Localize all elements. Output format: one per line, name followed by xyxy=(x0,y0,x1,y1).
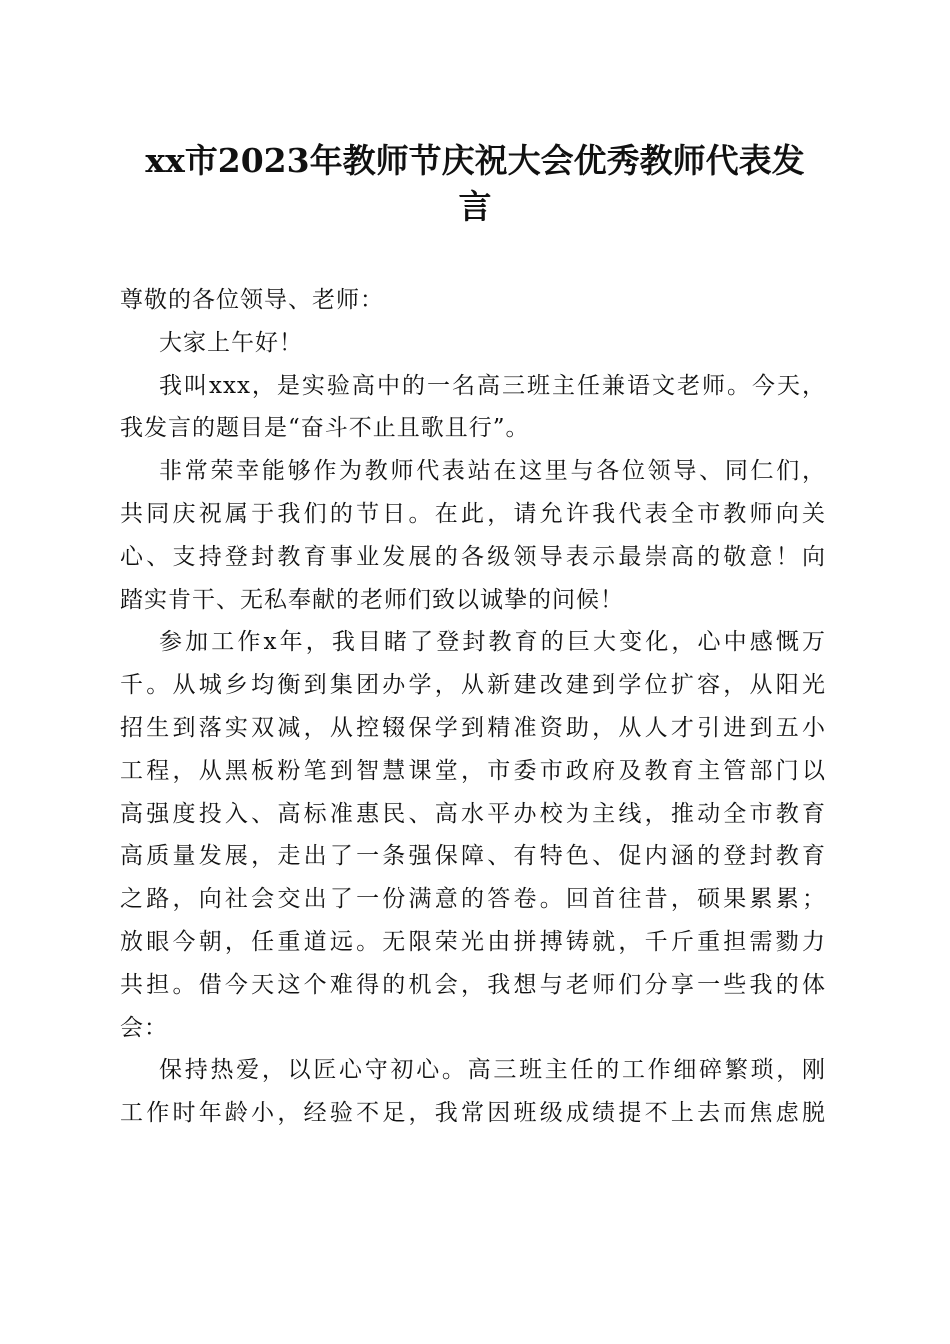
body-line: 放眼今朝，任重道远。无限荣光由拼搏铸就，千斤重担需勠力 xyxy=(120,928,826,955)
body-line: 会： xyxy=(120,1014,168,1041)
body-line: 高质量发展，走出了一条强保障、有特色、促内涵的登封教育 xyxy=(120,843,826,870)
body-line: 千。从城乡均衡到集团办学，从新建改建到学位扩容，从阳光 xyxy=(120,672,826,699)
body-line: 工作时年龄小，经验不足，我常因班级成绩提不上去而焦虑脱 xyxy=(120,1100,826,1127)
body-line: 共担。借今天这个难得的机会，我想与老师们分享一些我的体 xyxy=(120,971,826,998)
salutation-line: 尊敬的各位领导、老师： xyxy=(120,287,384,313)
body-line: 高强度投入、高标准惠民、高水平办校为主线，推动全市教育 xyxy=(120,800,826,827)
body-line: 我叫xxx，是实验高中的一名高三班主任兼语文老师。今天， xyxy=(159,372,826,399)
document-title-line-2: 言 xyxy=(458,187,492,226)
body-line: 踏实肯干、无私奉献的老师们致以诚挚的问候！ xyxy=(120,586,624,613)
document-body xyxy=(120,279,826,1135)
body-line: 我发言的题目是“奋斗不止且歌且行”。 xyxy=(120,415,530,442)
body-line: 参加工作x年，我目睹了登封教育的巨大变化，心中感慨万 xyxy=(159,629,826,656)
body-line: 共同庆祝属于我们的节日。在此，请允许我代表全市教师向关 xyxy=(120,500,826,527)
body-line: 工程，从黑板粉笔到智慧课堂，市委市政府及教育主管部门以 xyxy=(120,757,826,784)
body-line: 心、支持登封教育事业发展的各级领导表示最崇高的敬意！向 xyxy=(120,543,826,570)
greeting-line: 大家上午好！ xyxy=(159,329,303,356)
body-line: 非常荣幸能够作为教师代表站在这里与各位领导、同仁们， xyxy=(159,458,826,485)
document-title xyxy=(120,138,830,230)
document-title-line-1: xx市2023年教师节庆祝大会优秀教师代表发 xyxy=(145,141,805,180)
body-line: 保持热爱，以匠心守初心。高三班主任的工作细碎繁琐，刚 xyxy=(159,1057,826,1084)
body-line: 之路，向社会交出了一份满意的答卷。回首往昔，硕果累累； xyxy=(120,886,826,913)
body-line: 招生到落实双减，从控辍保学到精准资助，从人才引进到五小 xyxy=(120,714,826,741)
